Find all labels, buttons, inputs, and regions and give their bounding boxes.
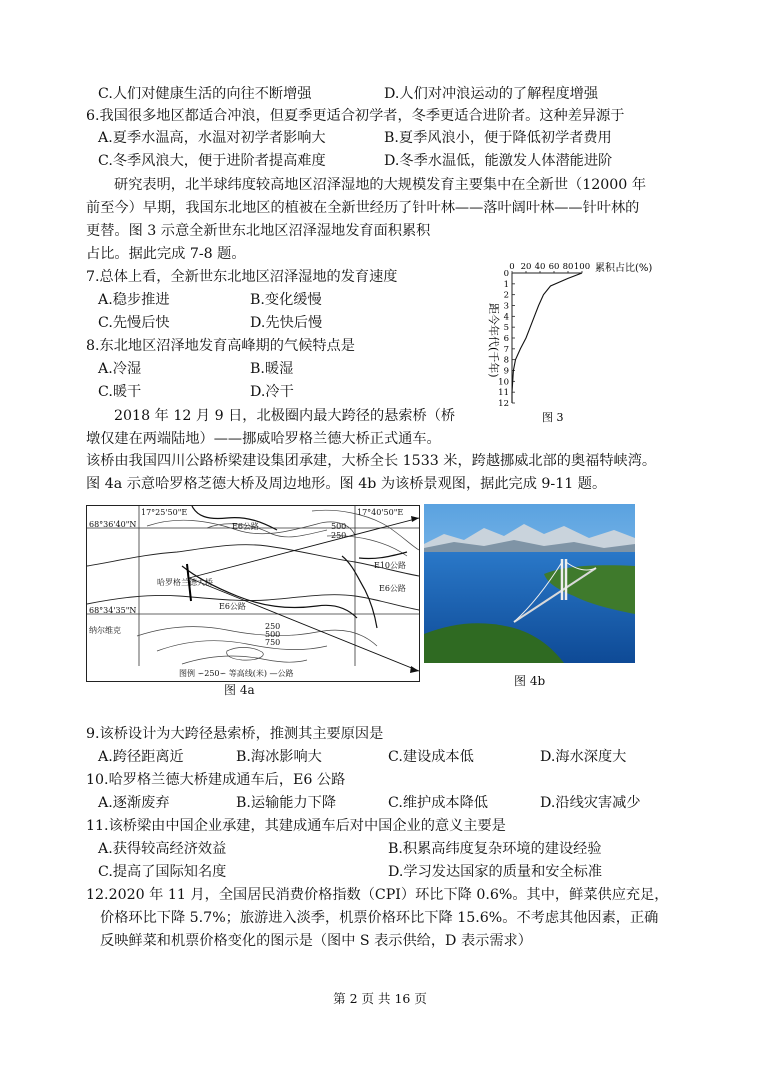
q11-option-c: C.提高了国际知名度 xyxy=(98,864,227,880)
q7-stem: 7.总体上看，全新世东北地区沼泽湿地的发育速度 xyxy=(86,269,398,285)
q11-option-a: A.获得较高经济效益 xyxy=(98,841,227,857)
q6-stem: 6.我国很多地区都适合冲浪，但夏季更适合初学者，冬季更适合进阶者。这种差异源于 xyxy=(86,108,625,124)
fig4b-caption: 图 4b xyxy=(514,674,546,688)
q11-stem: 11.该桥梁由中国企业承建，其建成通车后对中国企业的意义主要是 xyxy=(86,818,506,834)
lon-left-label: 17°25'50"E xyxy=(141,508,188,517)
fig3-x-tick-label: 100 xyxy=(573,262,591,272)
q8-option-d: D.冷干 xyxy=(250,384,294,400)
fig3-y-tick-label: 2 xyxy=(503,290,509,301)
q10-option-d: D.沿线灾害减少 xyxy=(540,795,641,811)
fig3-y-tick-label: 1 xyxy=(503,279,509,290)
q7-option-c: C.先慢后快 xyxy=(98,315,170,331)
q8-option-b: B.暖湿 xyxy=(250,361,294,377)
passage2-line3: 该桥由我国四川公路桥梁建设集团承建，大桥全长 1533 米，跨越挪威北部的奥福特峡湾。 xyxy=(86,453,657,469)
q9-option-b: B.海冰影响大 xyxy=(236,749,322,765)
q6-option-a: A.夏季水温高，水温对初学者影响大 xyxy=(98,130,326,146)
road-e6-top-label: E6公路 xyxy=(232,522,259,531)
q10-option-c: C.维护成本降低 xyxy=(388,795,488,811)
q10-option-a: A.逐渐废弃 xyxy=(98,795,170,811)
q12-line1: 12.2020 年 11 月，全国居民消费价格指数（CPI）环比下降 0.6%。其中，鲜菜供应充足， xyxy=(86,887,669,903)
q8-stem: 8.东北地区沼泽地发育高峰期的气候特点是 xyxy=(86,338,355,354)
q9-option-a: A.跨径距离近 xyxy=(98,749,184,765)
bridge-landscape-illustration xyxy=(424,504,635,663)
fig3-cumulative-line xyxy=(512,273,582,403)
q12-line2: 价格环比下降 5.7%；旅游进入淡季，机票价格环比下降 15.6%。不考虑其他因素，正确 xyxy=(100,910,659,926)
q10-option-b: B.运输能力下降 xyxy=(236,795,337,811)
road-e10-label: E10公路 xyxy=(374,561,407,570)
fig4a-caption: 图 4a xyxy=(224,683,255,697)
contour-250-bottom: 250 xyxy=(265,622,281,631)
fig3-x-tick-label: 40 xyxy=(534,262,546,272)
fig3-caption: 图 3 xyxy=(542,411,564,424)
q7-option-b: B.变化缓慢 xyxy=(250,292,322,308)
q9-option-c: C.建设成本低 xyxy=(388,749,474,765)
road-e6-right-label: E6公路 xyxy=(379,584,406,593)
bridge-label: 哈罗格兰德大桥 xyxy=(157,578,213,587)
q8-option-a: A.冷湿 xyxy=(98,361,142,377)
fig3-y-tick-label: 12 xyxy=(498,399,509,409)
passage1-line2: 前至今）早期，我国东北地区的植被在全新世经历了针叶林——落叶阔叶林——针叶林的 xyxy=(86,200,640,216)
figure-4b-photo xyxy=(424,504,635,663)
fig3-y-tick-label: 5 xyxy=(503,323,509,334)
fig3-x-tick-label: 20 xyxy=(520,262,532,272)
passage2-line2: 墩仅建在两端陆地）——挪威哈罗格兰德大桥正式通车。 xyxy=(86,431,441,447)
figure-4a-map xyxy=(86,505,420,682)
fig3-y-tick-label: 8 xyxy=(503,355,509,366)
lon-right-label: 17°40'50"E xyxy=(357,508,404,517)
topographic-map xyxy=(87,506,419,681)
lat-bottom-label: 68°34'35"N xyxy=(89,606,137,615)
road-e6-mid-label: E6公路 xyxy=(219,602,246,611)
contour-500-bottom: 500 xyxy=(265,630,281,639)
q5-option-d: D.人们对冲浪运动的了解程度增强 xyxy=(384,86,599,102)
passage1-line4: 占比。据此完成 7-8 题。 xyxy=(86,246,246,262)
q5-option-c: C.人们对健康生活的向往不断增强 xyxy=(98,86,312,102)
fig3-y-tick-label: 6 xyxy=(503,334,509,344)
q6-option-d: D.冬季水温低，能激发人体潜能进阶 xyxy=(384,153,613,169)
passage1-line3: 更替。图 3 示意全新世东北地区沼泽湿地发育面积累积 xyxy=(86,223,431,239)
q11-option-d: D.学习发达国家的质量和安全标准 xyxy=(388,864,603,880)
passage2-line4: 图 4a 示意哈罗格芝德大桥及周边地形。图 4b 为该桥景观图，据此完成 9-11 题。 xyxy=(86,476,607,492)
q7-option-a: A.稳步推进 xyxy=(98,292,170,308)
town-narvik-label: 纳尔维克 xyxy=(89,626,121,635)
page-footer: 第 2 页 共 16 页 xyxy=(333,991,427,1006)
q9-stem: 9.该桥设计为大跨径悬索桥，推测其主要原因是 xyxy=(86,726,384,742)
q11-option-b: B.积累高纬度复杂环境的建设经验 xyxy=(388,841,602,857)
contour-250-top: 250 xyxy=(331,531,347,540)
fig3-x-tick-label: 60 xyxy=(548,262,560,272)
fig3-y-tick-label: 0 xyxy=(503,269,509,279)
fig3-x-tick-label: 80 xyxy=(562,262,574,272)
fig3-y-tick-label: 10 xyxy=(498,377,509,388)
map-legend: 图例 ∽250∽ 等高线(米) —公路 xyxy=(179,669,294,678)
contour-500-top: 500 xyxy=(331,522,347,531)
fig3-y-label: 距今年代(千年) xyxy=(487,303,500,378)
q10-stem: 10.哈罗格兰德大桥建成通车后，E6 公路 xyxy=(86,772,346,788)
fig3-y-tick-label: 11 xyxy=(498,388,509,399)
q6-option-b: B.夏季风浪小，便于降低初学者费用 xyxy=(384,130,612,146)
q7-option-d: D.先快后慢 xyxy=(250,315,323,331)
lat-top-label: 68°36'40"N xyxy=(89,520,137,529)
fig3-x-label: 累积占比(%) xyxy=(595,263,653,274)
fig3-y-tick-label: 3 xyxy=(503,301,509,312)
q6-option-c: C.冬季风浪大，便于进阶者提高难度 xyxy=(98,153,326,169)
fig3-x-tick-label: 0 xyxy=(509,262,515,272)
figure-3-chart xyxy=(470,255,690,430)
q9-option-d: D.海水深度大 xyxy=(540,749,627,765)
passage1-line1: 研究表明，北半球纬度较高地区沼泽湿地的大规模发育主要集中在全新世（12000 年 xyxy=(114,177,647,193)
passage2-line1: 2018 年 12 月 9 日，北极圈内最大跨径的悬索桥（桥 xyxy=(114,408,456,424)
contour-750-bottom: 750 xyxy=(265,638,281,647)
q8-option-c: C.暖干 xyxy=(98,384,142,400)
q12-line3: 反映鲜菜和机票价格变化的图示是（图中 S 表示供给，D 表示需求） xyxy=(100,933,532,949)
fig3-y-tick-label: 7 xyxy=(503,344,509,355)
fig3-y-tick-label: 9 xyxy=(503,366,509,377)
fig3-y-tick-label: 4 xyxy=(503,312,509,323)
